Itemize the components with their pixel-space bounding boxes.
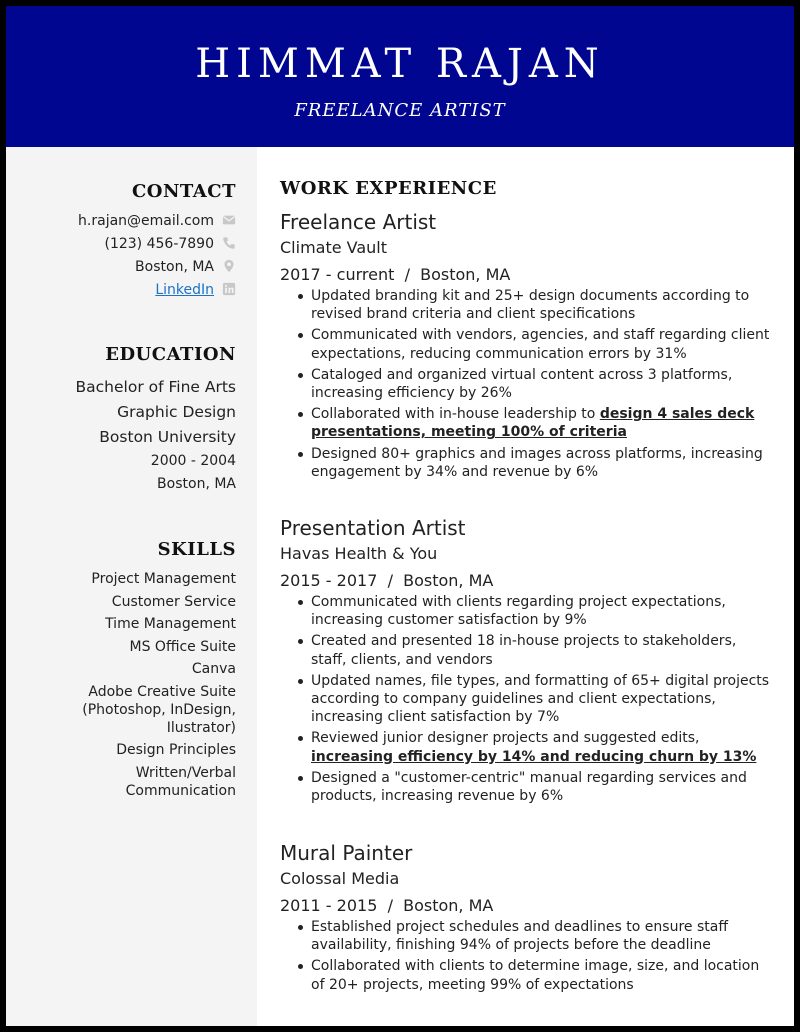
education-major: Graphic Design: [117, 403, 236, 421]
job-title: Presentation Artist: [280, 516, 466, 540]
separator: /: [387, 896, 393, 915]
job-company: Havas Health & You: [280, 544, 438, 563]
job-location: Boston, MA: [420, 265, 511, 284]
contact-linkedin[interactable]: [11, 279, 236, 302]
bullet-item: Designed a "customer-centric" manual regarding services and products, increasing revenue by 6%: [311, 769, 770, 805]
job-dates: 2011 - 2015: [280, 896, 378, 915]
skill-item: Adobe Creative Suite (Photoshop, InDesign, Ilustrator): [82, 683, 236, 736]
job-title: Mural Painter: [280, 841, 413, 865]
job-dates-location: [280, 263, 770, 287]
separator: /: [404, 265, 410, 284]
bullet-item: [311, 729, 770, 765]
education-years: 2000 - 2004: [150, 453, 236, 469]
job-location: Boston, MA: [403, 571, 494, 590]
resume-page: [6, 6, 794, 1026]
education-location: Boston, MA: [157, 476, 236, 492]
job-entry: [280, 840, 770, 997]
skill-item: Canva: [191, 661, 236, 677]
bullet-item: Established project schedules and deadlines to ensure staff availability, finishing 94% of projects before the deadline: [311, 918, 770, 954]
phone-text: (123) 456-7890: [104, 236, 214, 252]
job-title: Freelance Artist: [280, 210, 437, 234]
job-bullets: [280, 287, 770, 481]
bullet-text: Reviewed junior designer projects and suggested edits,: [311, 730, 700, 747]
location-pin-icon: [222, 259, 236, 273]
education-school: Boston University: [99, 428, 236, 446]
skill-item: Customer Service: [111, 593, 236, 610]
contact-location: [11, 256, 236, 279]
candidate-name: HIMMAT RAJAN: [195, 41, 605, 87]
job-location: Boston, MA: [403, 896, 494, 915]
bullet-item: Communicated with clients regarding project expectations, increasing customer satisfaction by 9%: [311, 593, 770, 629]
job-company: Climate Vault: [280, 238, 388, 257]
job-dates: 2017 - current: [280, 265, 395, 284]
job-bullets: [280, 593, 770, 805]
location-text: Boston, MA: [135, 259, 214, 275]
contact-email: [11, 210, 236, 233]
education-heading: EDUCATION: [105, 344, 236, 365]
education-degree: Bachelor of Fine Arts: [75, 378, 236, 396]
bullet-item: Updated branding kit and 25+ design documents according to revised brand criteria and client specifications: [311, 287, 770, 323]
job-dates-location: [280, 894, 770, 918]
contact-heading: CONTACT: [131, 181, 236, 202]
header: [6, 6, 794, 147]
job-company: Colossal Media: [280, 869, 400, 888]
education-block: [11, 375, 236, 496]
skill-item: Time Management: [105, 616, 236, 632]
bullet-item: Designed 80+ graphics and images across platforms, increasing engagement by 34% and revenue by 6%: [311, 445, 770, 481]
work-experience-heading: WORK EXPERIENCE: [280, 178, 497, 199]
contact-list: [11, 210, 236, 302]
job-entry: [280, 209, 770, 484]
job-dates-location: [280, 569, 770, 593]
skills-list: [11, 570, 236, 800]
bullet-item: Updated names, file types, and formatting of 65+ digital projects according to company guidelines and client expectations, increasing client satisfaction by 7%: [311, 672, 770, 726]
candidate-title: FREELANCE ARTIST: [294, 100, 506, 121]
skill-item: Written/Verbal Communication: [125, 764, 236, 799]
envelope-icon: [222, 213, 236, 227]
skill-item: Project Management: [91, 571, 236, 587]
email-text: h.rajan@email.com: [78, 213, 214, 229]
bullet-highlight: design 4 sales deck presentations, meeting 100% of criteria: [311, 406, 755, 441]
phone-icon: [222, 236, 236, 250]
bullet-item: Communicated with vendors, agencies, and staff regarding client expectations, reducing communication errors by 31%: [311, 327, 770, 362]
bullet-item: [311, 405, 770, 441]
job-entry: [280, 515, 770, 808]
job-bullets: [280, 918, 770, 994]
bullet-item: Created and presented 18 in-house projects to stakeholders, staff, clients, and vendors: [311, 632, 770, 668]
sidebar: [6, 147, 257, 1026]
separator: /: [387, 571, 393, 590]
bullet-highlight: increasing efficiency by 14% and reducing churn by 13%: [311, 748, 757, 765]
skill-item: MS Office Suite: [129, 638, 236, 655]
skill-item: Design Principles: [116, 742, 236, 758]
contact-phone: [11, 233, 236, 256]
job-dates: 2015 - 2017: [280, 571, 378, 590]
linkedin-icon[interactable]: [222, 282, 236, 296]
bullet-item: Collaborated with clients to determine image, size, and location of 20+ projects, meeting 99% of expectations: [311, 957, 770, 993]
bullet-item: Cataloged and organized virtual content across 3 platforms, increasing efficiency by 26%: [311, 366, 770, 402]
bullet-text: Collaborated with in-house leadership to: [311, 406, 600, 423]
skills-heading: SKILLS: [157, 539, 236, 560]
linkedin-link[interactable]: LinkedIn: [155, 282, 214, 298]
